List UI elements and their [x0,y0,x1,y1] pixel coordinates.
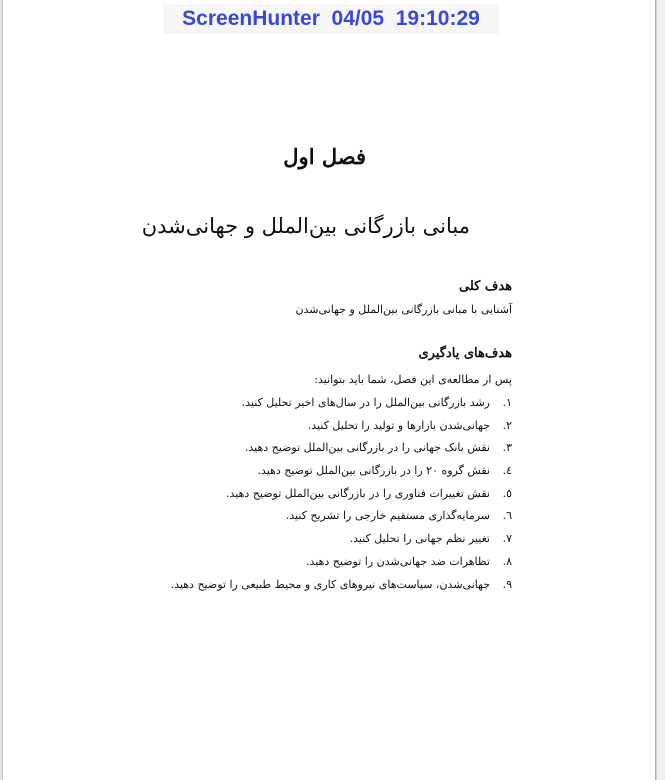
learning-goals-intro: پس از مطالعه‌ی این فصل، شما باید بتوانید: [314,373,512,386]
list-item-number: ۱. [502,396,512,409]
list-item-number: ۲. [502,418,512,432]
chapter-label: فصل اول [283,144,366,169]
list-item-number: ۳. [502,441,512,455]
list-item-text: سرمایه‌گذاری مستقیم خارجی را تشریح کنید. [285,509,490,523]
list-item-text: نقش بانک جهانی را در بازرگانی بین‌الملل توضیح دهید. [244,441,490,455]
general-goal-text: آشنایی با مبانی بازرگانی بین‌الملل و جهانی‌شدن [295,303,512,316]
list-item [171,505,512,528]
list-item-text: جهانی‌شدن بازارها و تولید را تحلیل کنید. [307,418,490,432]
list-item [171,460,512,483]
screenhunter-watermark: ScreenHunter 04/05 19:10:29 [163,4,499,34]
list-item-text: رشد بازرگانی بین‌الملل را در سال‌های اخیر تحلیل کنید. [241,396,490,409]
list-item [171,483,512,506]
list-item-text: نقش گروه ۲۰ را در بازرگانی بین‌الملل توضیح دهید. [257,464,490,478]
list-item-number: ٦. [502,509,512,523]
general-goal-heading: هدف کلی [458,279,512,294]
learning-goals-heading: هدف‌های یادگیری [418,346,512,361]
list-item [171,415,512,438]
list-item [171,437,512,460]
list-item [171,528,512,551]
list-item-number: ۸. [502,554,512,568]
list-item-text: تظاهرات ضد جهانی‌شدن را توضیح دهید. [306,554,490,568]
list-item-number: ۷. [502,532,512,546]
list-item-number: ٥. [502,486,512,500]
list-item [171,551,512,574]
learning-goals-list [171,392,512,596]
list-item [171,574,512,597]
viewer-edge [656,0,665,780]
list-item-text: جهانی‌شدن، سیاست‌های نیروهای کاری و محیط طبیعی را توضیح دهید. [170,577,490,591]
document-page [2,0,656,780]
list-item [171,392,512,415]
list-item-text: تغییر نظم جهانی را تحلیل کنید. [349,532,490,546]
list-item-number: ٤. [502,464,512,478]
chapter-title: مبانی بازرگانی بین‌الملل و جهانی‌شدن [141,214,470,238]
list-item-number: ۹. [502,577,512,591]
list-item-text: نقش تغییرات فناوری را در بازرگانی بین‌الملل توضیح دهید. [226,486,490,500]
